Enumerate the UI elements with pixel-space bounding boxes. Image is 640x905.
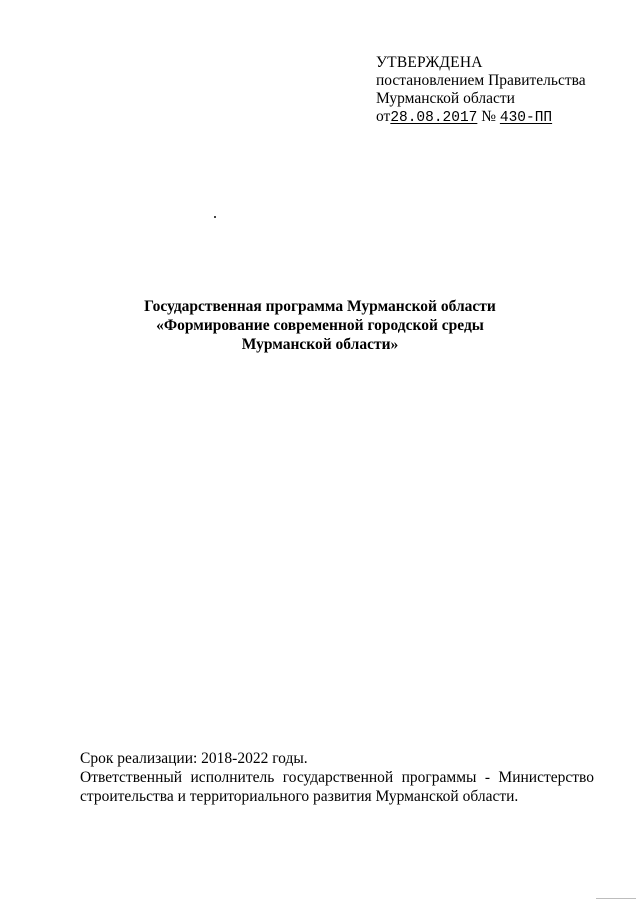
document-footer	[80, 749, 594, 806]
approval-heading: УТВЕРЖДЕНА	[376, 54, 483, 71]
page-edge-mark	[596, 898, 636, 899]
document-title	[0, 297, 640, 354]
approval-date-prefix: от	[376, 108, 391, 125]
approval-number-sign: №	[481, 108, 497, 125]
title-line-1: Государственная программа Мурманской области	[144, 298, 496, 315]
approval-date: 28.08.2017	[390, 110, 478, 126]
approval-date-line	[376, 108, 586, 127]
executor-line-2: строительства и территориального развития Мурманской области.	[80, 788, 519, 805]
approval-stamp	[376, 54, 586, 127]
title-line-2: «Формирование современной городской среды	[156, 317, 484, 334]
approval-region-line: Мурманской области	[376, 90, 515, 107]
scan-speck	[214, 216, 216, 218]
approval-issuer-line: постановлением Правительства	[376, 72, 586, 89]
implementation-term: Срок реализации: 2018-2022 годы.	[80, 750, 308, 767]
approval-number: 430-ПП	[499, 110, 553, 126]
title-line-3: Мурманской области»	[241, 336, 399, 353]
executor-line-1: Ответственный исполнитель государственной программы - Министерство	[80, 769, 594, 786]
